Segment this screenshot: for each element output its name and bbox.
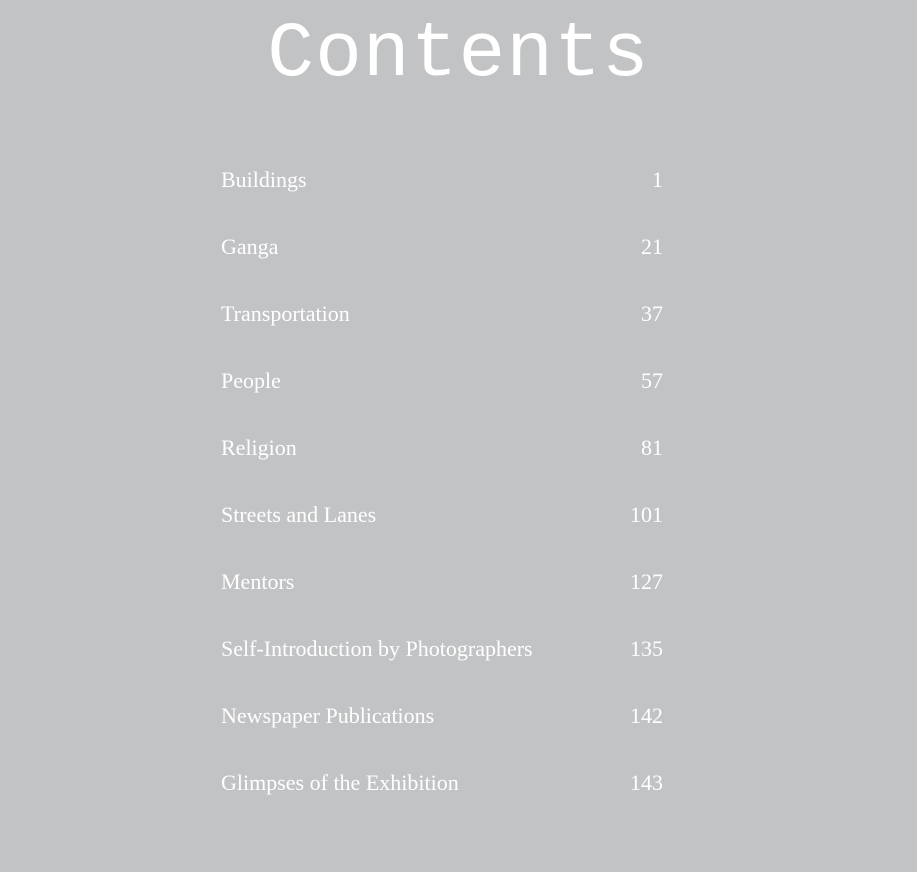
- toc-entry-page: 37: [641, 301, 663, 326]
- toc-entry-page: 1: [652, 167, 663, 192]
- page-title: Contents: [267, 11, 650, 99]
- toc-entry[interactable]: [221, 229, 663, 296]
- toc-entry[interactable]: [221, 430, 663, 497]
- toc-entry-label: Transportation: [221, 301, 350, 326]
- toc-entry-page: 143: [630, 770, 663, 795]
- toc-entry[interactable]: [221, 564, 663, 631]
- toc-entry-label: People: [221, 368, 281, 393]
- toc-entry[interactable]: [221, 497, 663, 564]
- toc-entry-label: Ganga: [221, 234, 279, 259]
- toc-entry[interactable]: [221, 765, 663, 832]
- toc-entry[interactable]: [221, 296, 663, 363]
- toc-entry-label: Self-Introduction by Photographers: [221, 636, 533, 661]
- toc-entry-page: 101: [630, 502, 663, 527]
- toc-entry[interactable]: [221, 162, 663, 229]
- toc-entry-label: Newspaper Publications: [221, 703, 435, 728]
- toc-entry-page: 135: [630, 636, 663, 661]
- toc-entry[interactable]: [221, 631, 663, 698]
- toc-entry-label: Glimpses of the Exhibition: [221, 770, 459, 795]
- toc-entry-page: 81: [641, 435, 663, 460]
- table-of-contents: [221, 162, 663, 832]
- toc-entry-page: 127: [630, 569, 663, 594]
- toc-entry-page: 57: [641, 368, 663, 393]
- toc-entry-label: Religion: [221, 435, 297, 460]
- toc-entry[interactable]: [221, 698, 663, 765]
- toc-entry-page: 142: [630, 703, 663, 728]
- toc-entry-label: Mentors: [221, 569, 295, 594]
- toc-entry-page: 21: [641, 234, 663, 259]
- toc-entry[interactable]: [221, 363, 663, 430]
- toc-entry-label: Buildings: [221, 167, 307, 192]
- toc-entry-label: Streets and Lanes: [221, 502, 377, 527]
